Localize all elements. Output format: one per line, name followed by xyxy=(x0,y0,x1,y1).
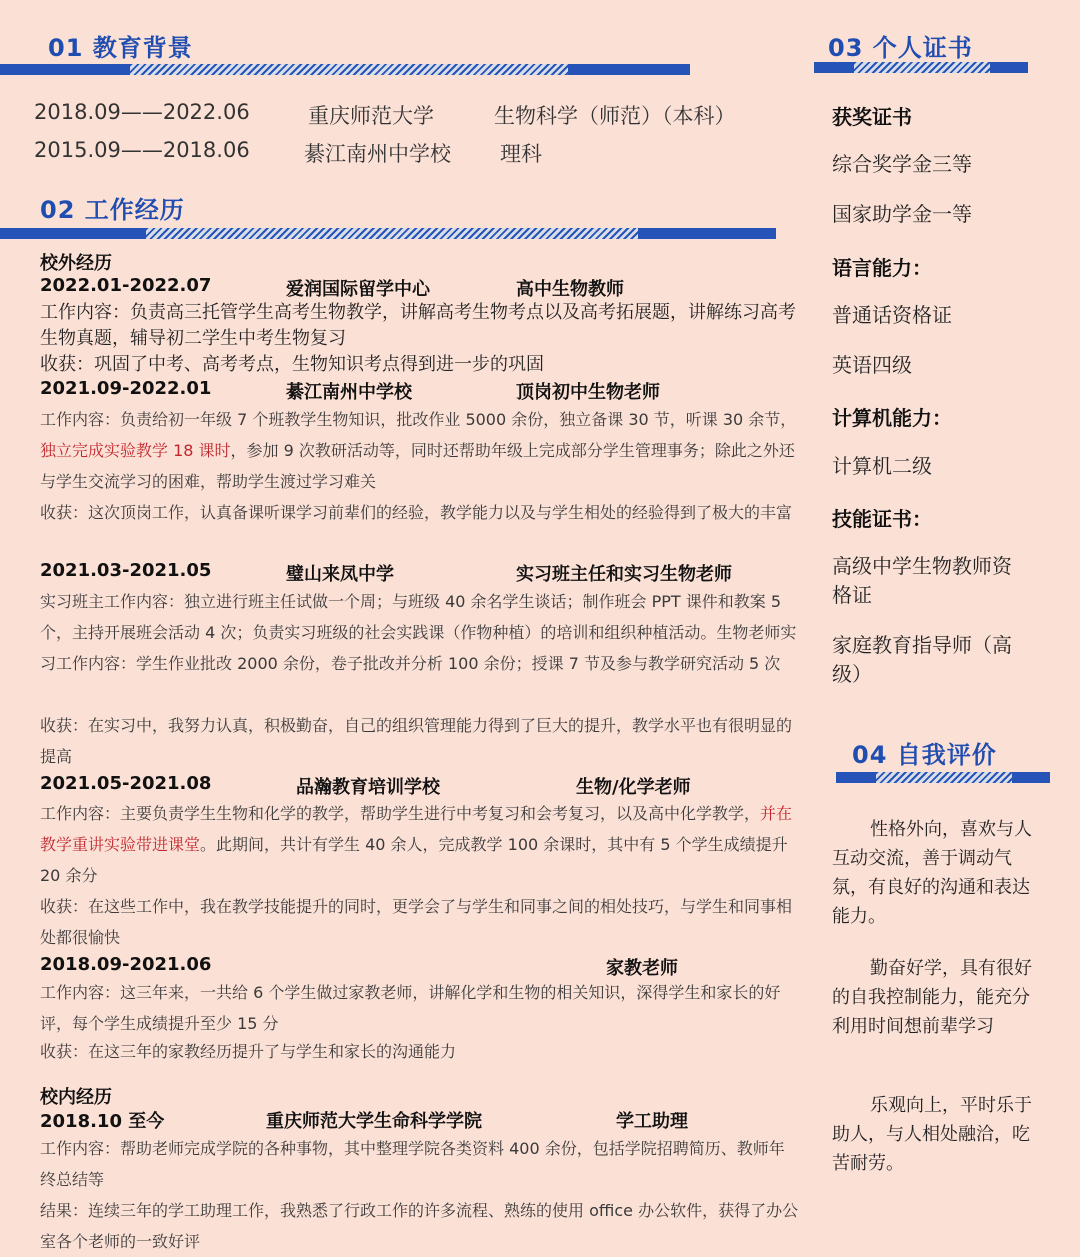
certs-title: 03 个人证书 xyxy=(828,34,973,62)
job-content: 工作内容：主要负责学生生物和化学的教学，帮助学生进行中考复习和会考复习，以及高中化学教学，并在教学重讲实验带进课堂。此期间，共计有学生 40 余人，完成教学 100 余课时，其中有 5 个学生成绩提升 20 余分 xyxy=(40,804,793,885)
job-role: 高中生物教师 xyxy=(516,279,624,300)
job-period: 2018.10 至今 xyxy=(40,1111,165,1132)
job-content: 实习班主工作内容：独立进行班主任试做一个周；与班级 40 余名学生谈话；制作班会 PPT 课件和教案 5 个，主持开展班会活动 4 次；负责实习班级的社会实践课（作物种植）的培训和组织种植活动。生物老师实习工作内容：学生作业批改 2000 余份，卷子批改并分析 100 余份；授课 7 节及参与教学研究活动 5 次 xyxy=(40,592,797,673)
job-period: 2021.09-2022.01 xyxy=(40,378,212,399)
education-title-bar xyxy=(0,64,690,75)
computer-heading: 计算机能力： xyxy=(832,406,952,430)
job-gain: 收获：在这些工作中，我在教学技能提升的同时，更学会了与学生和同事之间的相处技巧，与学生和同事相处都很愉快 xyxy=(40,897,793,947)
skill-heading: 技能证书： xyxy=(832,507,932,531)
award-item: 综合奖学金三等 xyxy=(832,152,972,176)
job-org: 爱润国际留学中心 xyxy=(286,279,430,300)
internal-experience-label: 校内经历 xyxy=(40,1087,112,1108)
certs-title-bar xyxy=(814,62,1028,73)
job-org: 綦江南州中学校 xyxy=(286,382,412,403)
job-role: 顶岗初中生物老师 xyxy=(516,382,660,403)
language-item: 普通话资格证 xyxy=(832,303,952,327)
job-header xyxy=(40,1107,780,1131)
job-header xyxy=(40,378,780,402)
award-heading: 获奖证书 xyxy=(832,105,912,129)
job-role: 实习班主任和实习生物老师 xyxy=(516,564,732,585)
job-org: 品瀚教育培训学校 xyxy=(296,777,440,798)
job-role: 生物/化学老师 xyxy=(576,777,691,798)
computer-item: 计算机二级 xyxy=(832,454,932,478)
job-gain: 收获：巩固了中考、高考考点，生物知识考点得到进一步的巩固 xyxy=(40,354,544,375)
self-eval-paragraph: 性格外向，喜欢与人互动交流，善于调动气氛，有良好的沟通和表达能力。 xyxy=(832,819,1032,927)
education-row xyxy=(34,138,774,166)
job-org: 重庆师范大学生命科学学院 xyxy=(266,1111,482,1132)
education-title: 01 教育背景 xyxy=(48,34,193,62)
job-gain: 收获：这次顶岗工作，认真备课听课学习前辈们的经验，教学能力以及与学生相处的经验得到了极大的丰富 xyxy=(40,503,793,522)
job-role: 家教老师 xyxy=(606,958,678,979)
work-title: 02 工作经历 xyxy=(40,196,185,224)
job-header xyxy=(40,275,780,299)
job-content: 工作内容：负责高三托管学生高考生物教学，讲解高考生物考点以及高考拓展题，讲解练习高考生物真题，辅导初二学生中考生物复习 xyxy=(40,302,796,349)
job-gain: 收获：在这三年的家教经历提升了与学生和家长的沟通能力 xyxy=(40,1042,457,1061)
education-period: 2018.09——2022.06 xyxy=(34,100,250,124)
work-title-bar xyxy=(0,228,776,239)
language-heading: 语言能力： xyxy=(832,256,932,280)
language-item: 英语四级 xyxy=(832,353,912,377)
job-gain: 收获：在实习中，我努力认真，积极勤奋，自己的组织管理能力得到了巨大的提升，教学水平也有很明显的提高 xyxy=(40,716,793,766)
education-school: 綦江南州中学校 xyxy=(304,142,451,166)
job-period: 2021.03-2021.05 xyxy=(40,560,212,581)
job-content: 工作内容：这三年来，一共给 6 个学生做过家教老师，讲解化学和生物的相关知识，深得学生和家长的好评，每个学生成绩提升至少 15 分 xyxy=(40,983,781,1033)
job-content: 工作内容：帮助老师完成学院的各种事物，其中整理学院各类资料 400 余份，包括学院招聘简历、教师年终总结等 xyxy=(40,1139,785,1189)
skill-item: 家庭教育指导师（高级） xyxy=(832,633,1012,686)
education-major: 理科 xyxy=(500,142,542,166)
job-content: 工作内容：负责给初一年级 7 个班教学生物知识，批改作业 5000 余份，独立备课 30 节，听课 30 余节，独立完成实验教学 18 课时，参加 9 次教研活动等，同时还帮助年级上完成部分学生管理事务；除此之外还与学生交流学习的困难，帮助学生渡过学习难关 xyxy=(40,410,797,491)
education-school: 重庆师范大学 xyxy=(308,104,434,128)
external-experience-label: 校外经历 xyxy=(40,253,112,274)
job-org: 璧山来凤中学 xyxy=(286,564,394,585)
award-item: 国家助学金一等 xyxy=(832,202,972,226)
education-major: 生物科学（师范）（本科） xyxy=(494,104,736,128)
self-eval-paragraph: 乐观向上，平时乐于助人，与人相处融洽，吃苦耐劳。 xyxy=(832,1095,1032,1174)
education-period: 2015.09——2018.06 xyxy=(34,138,250,162)
highlight-text: 独立完成实验教学 18 课时 xyxy=(40,441,231,460)
job-header xyxy=(40,954,780,978)
job-role: 学工助理 xyxy=(616,1111,688,1132)
job-period: 2018.09-2021.06 xyxy=(40,954,212,975)
job-header xyxy=(40,773,780,797)
self-eval-paragraph: 勤奋好学，具有很好的自我控制能力，能充分利用时间想前辈学习 xyxy=(832,958,1032,1037)
self-eval-title-bar xyxy=(836,772,1050,783)
job-period: 2021.05-2021.08 xyxy=(40,773,212,794)
job-header xyxy=(40,560,780,584)
self-eval-title: 04 自我评价 xyxy=(852,741,997,769)
skill-item: 高级中学生物教师资格证 xyxy=(832,554,1012,607)
highlight-text: 并在教学重讲实验带进课堂 xyxy=(40,804,793,854)
job-result: 结果：连续三年的学工助理工作，我熟悉了行政工作的许多流程、熟练的使用 office 办公软件，获得了办公室各个老师的一致好评 xyxy=(40,1201,799,1251)
education-row xyxy=(34,100,774,128)
job-period: 2022.01-2022.07 xyxy=(40,275,212,296)
